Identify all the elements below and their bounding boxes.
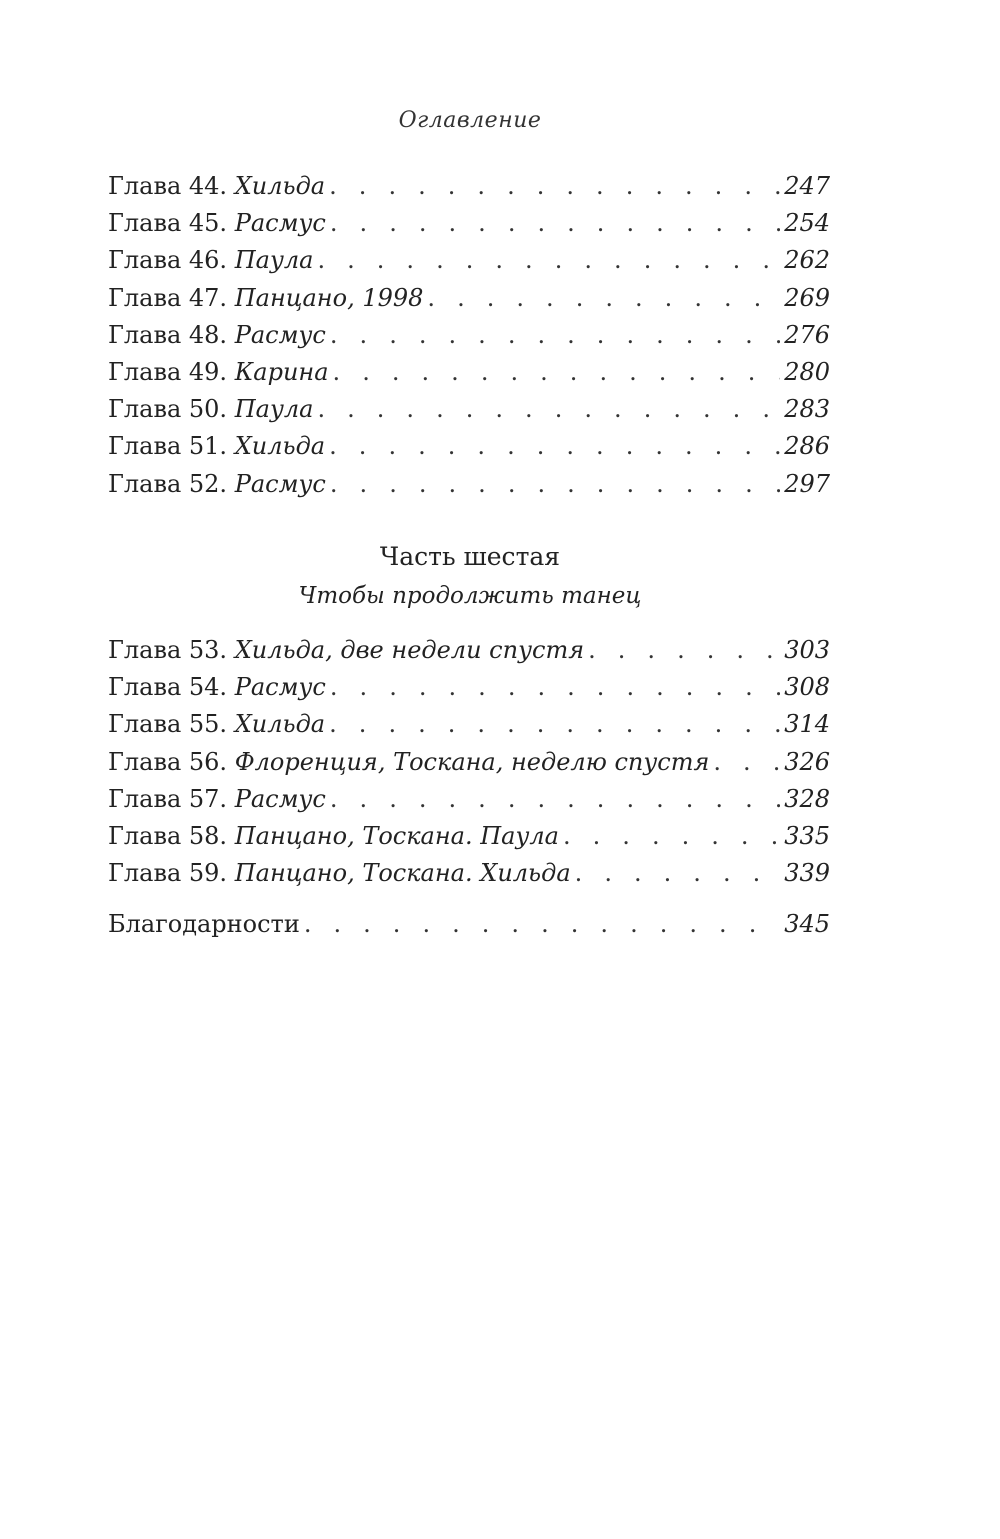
toc-entry[interactable] (108, 428, 830, 465)
chapter-title: Расмус (234, 209, 326, 238)
chapter-title: Расмус (234, 673, 326, 702)
page-number: 314 (784, 710, 830, 739)
chapter-title: Флоренция, Тоскана, неделю спустя (234, 747, 710, 776)
page-number: 280 (784, 357, 830, 386)
dot-leader (330, 466, 780, 503)
chapter-title: Карина (234, 357, 329, 386)
toc-list-part-six (108, 632, 830, 892)
toc-entry-acknowledgements[interactable] (108, 906, 830, 943)
toc-entry[interactable] (108, 669, 830, 706)
dot-leader (588, 632, 780, 669)
dot-leader (317, 242, 780, 279)
chapter-title: Панцано, Тоскана. Хильда (234, 859, 571, 888)
chapter-number: Глава 54. (108, 673, 228, 702)
chapter-title: Хильда (234, 172, 326, 200)
toc-entry[interactable] (108, 168, 830, 205)
dot-leader (713, 744, 780, 781)
chapter-title: Паула (234, 246, 314, 275)
toc-entry[interactable] (108, 354, 830, 391)
toc-entry[interactable] (108, 818, 830, 855)
chapter-number: Глава 46. (108, 246, 228, 275)
page-number: 339 (784, 859, 830, 888)
page-number: 335 (784, 821, 830, 850)
dot-leader (317, 391, 780, 428)
part-heading: Часть шестая (379, 542, 561, 571)
chapter-number: Глава 58. (108, 821, 228, 850)
toc-entry[interactable] (108, 242, 830, 279)
page-number: 303 (784, 636, 830, 664)
toc-entry[interactable] (108, 781, 830, 818)
chapter-title: Хильда (234, 710, 326, 739)
toc-entry[interactable] (108, 706, 830, 743)
chapter-title: Хильда, две недели спустя (234, 636, 585, 664)
toc-entry[interactable] (108, 317, 830, 354)
chapter-number: Глава 53. (108, 636, 228, 664)
page-number: 254 (784, 209, 830, 238)
toc-list-part-five (108, 168, 830, 503)
chapter-number: Глава 48. (108, 320, 228, 349)
chapter-title: Расмус (234, 320, 326, 349)
chapter-number: Глава 56. (108, 747, 228, 776)
dot-leader (329, 428, 780, 465)
chapter-number: Глава 52. (108, 469, 228, 498)
toc-entry[interactable] (108, 744, 830, 781)
running-head: Оглавление (398, 108, 542, 133)
page-number: 286 (784, 432, 830, 461)
page-number: 247 (784, 172, 830, 200)
page-number: 328 (784, 784, 830, 813)
page-number: 308 (784, 673, 830, 702)
chapter-title: Расмус (234, 784, 326, 813)
toc-entry[interactable] (108, 205, 830, 242)
chapter-number: Глава 51. (108, 432, 228, 461)
toc-entry[interactable] (108, 391, 830, 428)
chapter-title: Панцано, Тоскана. Паула (234, 821, 559, 850)
dot-leader (330, 317, 780, 354)
chapter-number: Глава 45. (108, 209, 228, 238)
acknowledgements-label: Благодарности (108, 910, 300, 938)
page-number: 269 (784, 283, 830, 312)
part-subtitle: Чтобы продолжить танец (298, 583, 642, 609)
toc-entry[interactable] (108, 855, 830, 892)
chapter-title: Паула (234, 395, 314, 424)
page-number: 262 (784, 246, 830, 275)
dot-leader (329, 168, 780, 205)
page-number: 345 (784, 910, 830, 938)
chapter-number: Глава 49. (108, 357, 228, 386)
toc-entry[interactable] (108, 280, 830, 317)
dot-leader (330, 205, 780, 242)
toc-list-back-matter (108, 906, 830, 943)
page-number: 326 (784, 747, 830, 776)
chapter-number: Глава 55. (108, 710, 228, 739)
toc-entry[interactable] (108, 466, 830, 503)
chapter-title: Расмус (234, 469, 326, 498)
chapter-title: Панцано, 1998 (234, 283, 424, 312)
chapter-number: Глава 44. (108, 172, 228, 200)
dot-leader (333, 354, 781, 391)
chapter-number: Глава 47. (108, 283, 228, 312)
dot-leader (330, 669, 780, 706)
chapter-number: Глава 57. (108, 784, 228, 813)
page-number: 276 (784, 320, 830, 349)
dot-leader (427, 280, 780, 317)
dot-leader (329, 706, 780, 743)
chapter-title: Хильда (234, 432, 326, 461)
page-number: 283 (784, 395, 830, 424)
chapter-number: Глава 50. (108, 395, 228, 424)
chapter-number: Глава 59. (108, 859, 228, 888)
dot-leader (330, 781, 780, 818)
page-number: 297 (784, 469, 830, 498)
toc-entry[interactable] (108, 632, 830, 669)
dot-leader (304, 906, 780, 943)
dot-leader (575, 855, 781, 892)
dot-leader (563, 818, 780, 855)
